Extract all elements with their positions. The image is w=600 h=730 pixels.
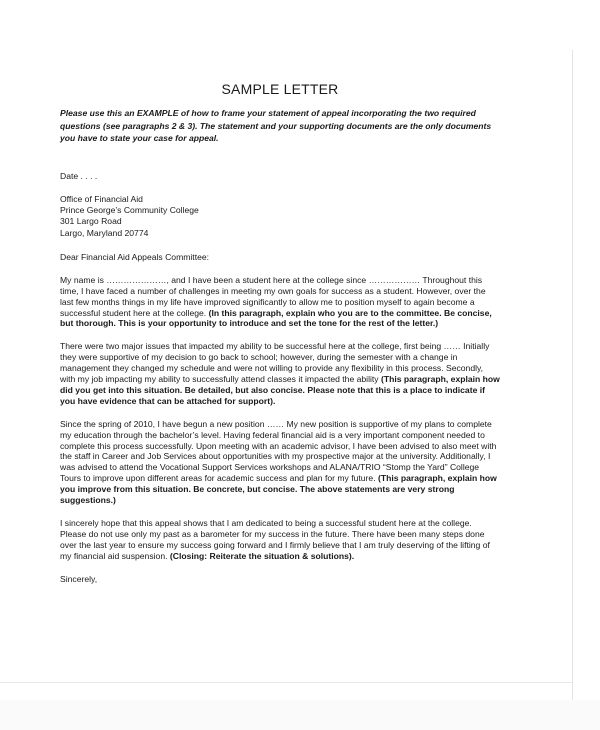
salutation: Dear Financial Aid Appeals Committee: xyxy=(60,251,210,262)
paragraph-instruction: (Closing: Reiterate the situation & solutions). xyxy=(169,550,355,561)
address-line: Prince George’s Community College xyxy=(60,204,199,215)
page-edge xyxy=(572,50,573,700)
paragraph-text: There were two major issues that impacted my ability to be successful here at the college, first being …… Initially they were supportive of my decision to go back to school; however, during the semester with a change in management they changed my schedule and were not willing to provide any flexibility in this process. Secondly, with my job impacting my ability to successfully attend classes it impacted the ability xyxy=(60,341,490,385)
letter-title: SAMPLE LETTER xyxy=(221,81,339,97)
paragraph-instruction: (In this paragraph, explain who you are to the committee. Be concise, but thorough. This is your opportunity to introduce and set the tone for the rest of the letter.) xyxy=(60,307,492,329)
address-line: Office of Financial Aid xyxy=(60,193,143,204)
address-line: Largo, Maryland 20774 xyxy=(60,227,149,238)
address-line: 301 Largo Road xyxy=(60,216,122,227)
paragraph-instruction: (This paragraph, explain how did you get into this situation. Be detailed, but also concise. Please note that this is a place to indicate if you have evidence that can be attached for support). xyxy=(60,374,500,406)
letter-document xyxy=(60,80,500,585)
instructions-intro: Please use this an EXAMPLE of how to frame your statement of appeal incorporating the two required questions (see paragraphs 2 & 3). The statement and your supporting documents are the only documents you have to state your case for appeal. xyxy=(60,108,492,144)
paragraph-text: Since the spring of 2010, I have begun a new position …… My new position is supportive of my plans to complete my education through the bachelor’s level. Having federal financial aid is a very important component needed to complete this process successfully. Upon meeting with an academic advisor, I have been advised to also meet with the staff in Career and Job Services about opportunities with my prospective major at the university. Additionally, I was advised to attend the Vocational Support Services workshops and ALANA/TRIO “Stomp the Yard” College Tours to improve upon different areas for academic success and plan for my future. xyxy=(60,418,497,484)
paragraph-text: My name is …………………, and I have been a student here at the college since ……………… Throughout this time, I have faced a number of challenges in meeting my own goals for success as a student. However, over the last few months things in my life have improved significantly to allow me to position myself to again become a successful student here at the college. xyxy=(60,274,486,318)
paragraph-introduction xyxy=(60,275,500,330)
paragraph-improvement xyxy=(60,419,500,506)
recipient-address xyxy=(60,194,500,239)
page-bottom-edge xyxy=(0,682,572,683)
paragraph-instruction: (This paragraph, explain how you improve from this situation. Be concrete, but concise. The above statements are very strong suggestions.) xyxy=(60,473,497,506)
paragraph-text: I sincerely hope that this appeal shows that I am dedicated to being a successful student here at the college. Please do not use only my past as a barometer for my success in the future. There have been many steps done over the last year to ensure my success going forward and I firmly believe that I am truly deserving of the lifting of my financial aid suspension. xyxy=(60,518,490,561)
paragraph-situation xyxy=(60,341,500,406)
paragraph-closing xyxy=(60,518,500,562)
closing-signoff: Sincerely, xyxy=(60,573,98,584)
date-line: Date . . . . xyxy=(60,170,98,181)
page-gap xyxy=(0,700,600,730)
